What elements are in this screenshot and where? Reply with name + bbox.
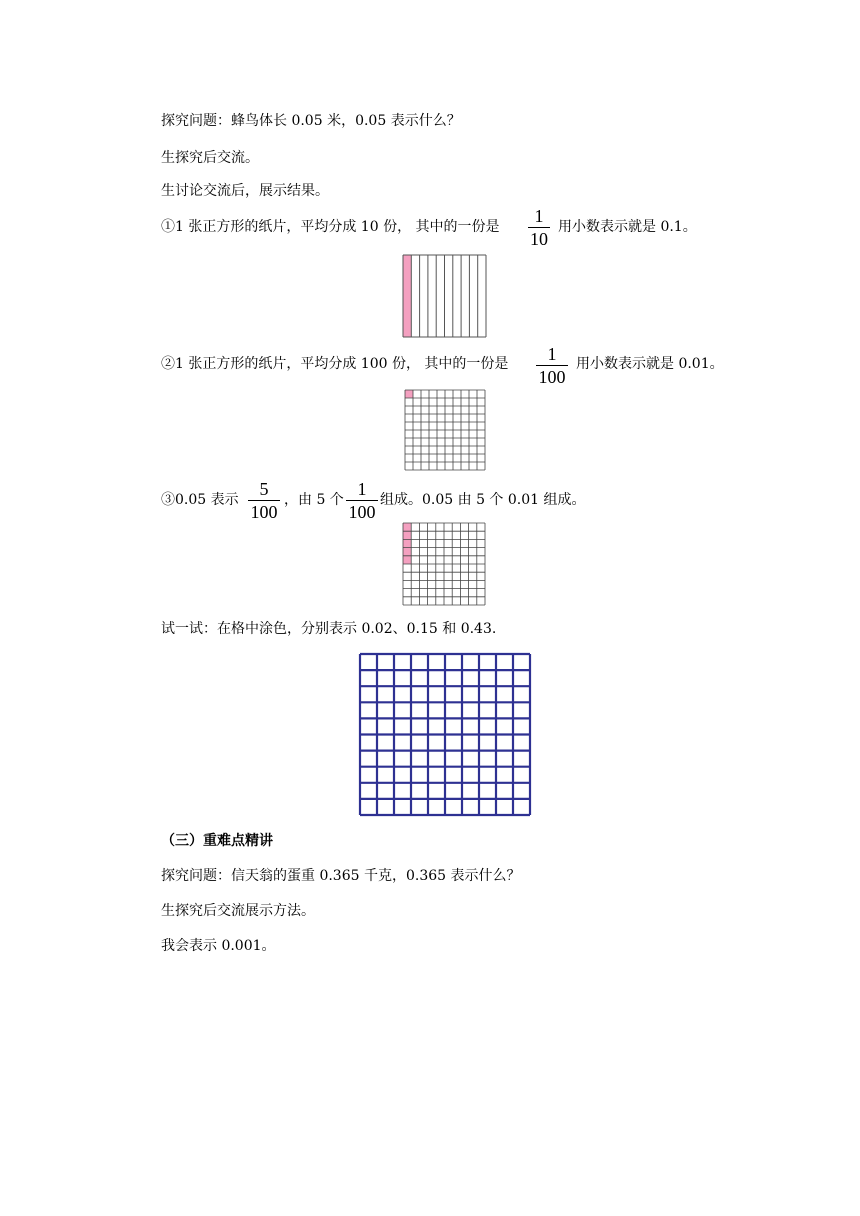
- fraction-numerator: 5: [259, 479, 269, 499]
- shaded-cell: [405, 390, 413, 398]
- shaded-cell: [403, 255, 411, 337]
- fraction-denominator: 100: [250, 502, 278, 522]
- fraction-numerator: 1: [547, 344, 557, 364]
- shaded-cell: [403, 539, 411, 547]
- fraction-bar: [248, 500, 280, 501]
- text-i-can-show: 我会表示 0.001。: [161, 938, 276, 954]
- fraction-five-hundredths: [248, 479, 280, 522]
- fraction-numerator: 1: [534, 206, 544, 226]
- practice-grid: [360, 654, 530, 815]
- tenths-grid: [403, 255, 486, 337]
- item1-text-end: 用小数表示就是 0.1。: [558, 219, 697, 235]
- try-it-text: 试一试：在格中涂色，分别表示 0.02、0.15 和 0.43.: [161, 621, 497, 637]
- fraction-bar: [346, 500, 378, 501]
- item1-text: ①1 张正方形的纸片，平均分成 10 份， 其中的一份是: [161, 219, 500, 235]
- item3-text-mid: ，由 5 个: [284, 492, 344, 508]
- section-heading: （三）重难点精讲: [161, 833, 273, 849]
- item2-text-end: 用小数表示就是 0.01。: [576, 356, 724, 372]
- hundredths-grid-five-shaded: [403, 523, 485, 605]
- text-student-explore: 生探究后交流。: [161, 150, 259, 166]
- shaded-cell: [403, 556, 411, 564]
- shaded-cell: [403, 548, 411, 556]
- question-hummingbird: 探究问题：蜂鸟体长 0.05 米，0.05 表示什么？: [161, 113, 461, 129]
- shaded-cell: [403, 523, 411, 531]
- fraction-one-hundredth-2: [346, 479, 378, 522]
- fraction-denominator: 10: [530, 229, 548, 249]
- item2-text: ②1 张正方形的纸片，平均分成 100 份， 其中的一份是: [161, 356, 509, 372]
- hundredths-grid-one-shaded: [405, 390, 485, 470]
- fraction-bar: [536, 365, 568, 366]
- text-student-discuss: 生讨论交流后，展示结果。: [161, 183, 329, 199]
- fraction-one-hundredth: [536, 344, 568, 387]
- fraction-numerator: 1: [357, 479, 367, 499]
- question-albatross: 探究问题：信天翁的蛋重 0.365 千克，0.365 表示什么？: [161, 868, 521, 884]
- text-student-method: 生探究后交流展示方法。: [161, 903, 315, 919]
- fraction-bar: [528, 227, 550, 228]
- fraction-denominator: 100: [348, 502, 376, 522]
- fraction-denominator: 100: [538, 367, 566, 387]
- item3-text: ③0.05 表示: [161, 492, 239, 508]
- item3-text-end: 组成。0.05 由 5 个 0.01 组成。: [380, 492, 586, 508]
- fraction-one-tenth: [528, 206, 550, 249]
- shaded-cell: [403, 531, 411, 539]
